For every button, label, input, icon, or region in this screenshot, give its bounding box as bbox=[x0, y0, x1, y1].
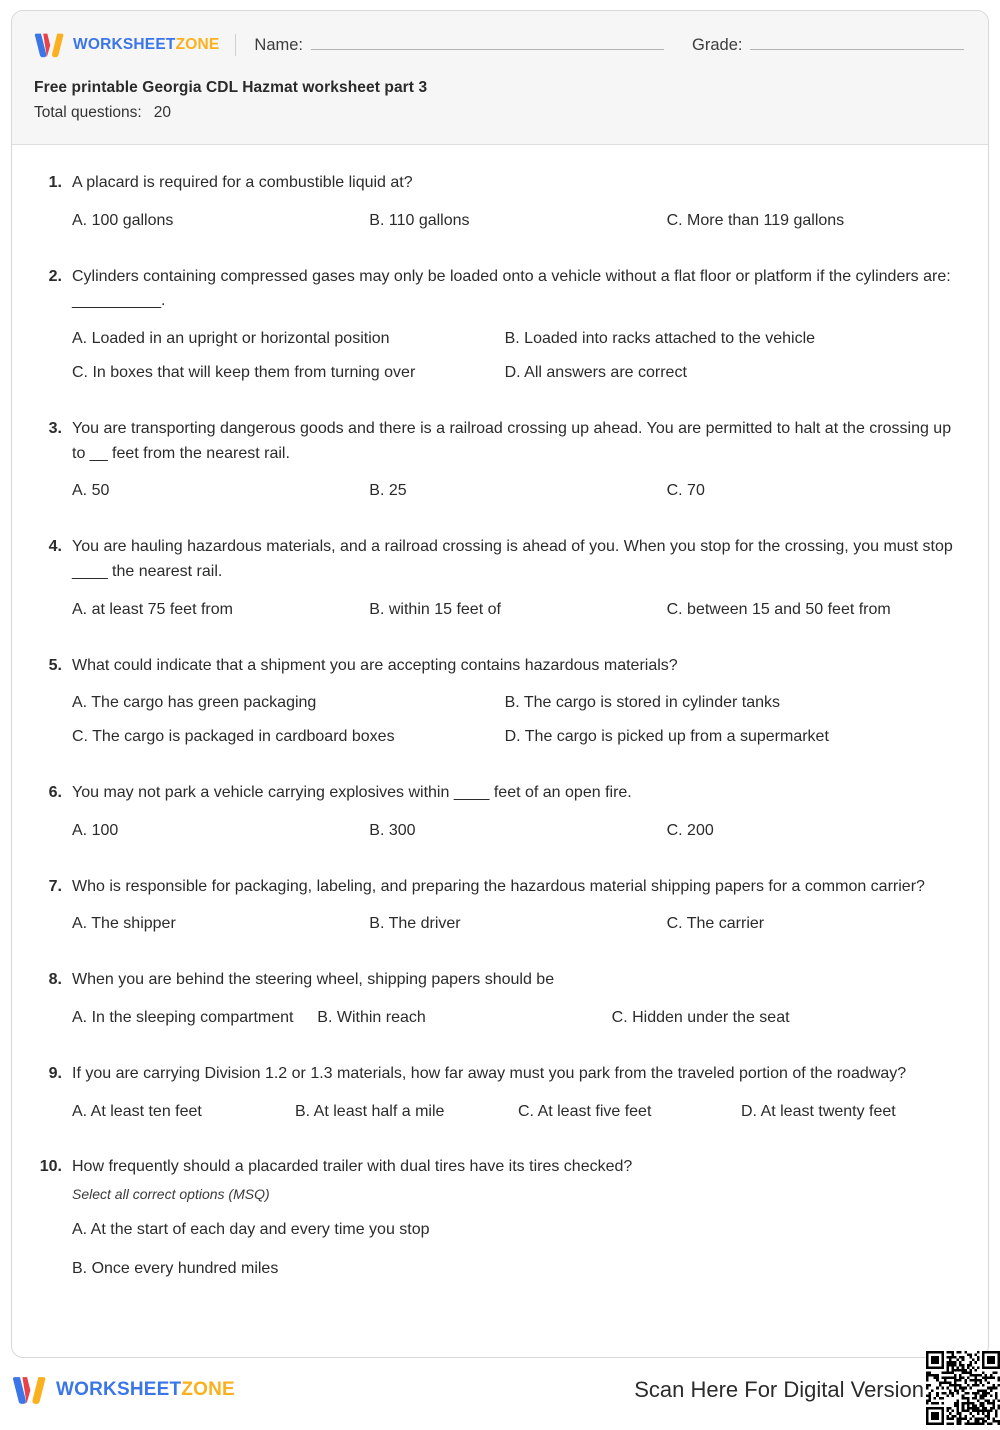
answer-options bbox=[70, 209, 964, 243]
answer-options bbox=[70, 1218, 964, 1282]
question-item bbox=[36, 535, 964, 631]
question-number: 6. bbox=[48, 783, 62, 801]
question-body bbox=[70, 781, 964, 853]
answer-option[interactable]: B. The cargo is stored in cylinder tanks bbox=[504, 694, 780, 712]
answer-option[interactable]: C. Hidden under the seat bbox=[611, 1008, 790, 1026]
question-item bbox=[36, 417, 964, 513]
answer-option[interactable]: A. 100 bbox=[72, 821, 119, 839]
footer-brand-name-part2: ZONE bbox=[181, 1379, 235, 1400]
question-text: Who is responsible for packaging, labeling, and preparing the hazardous material shipping papers for a common carrier? bbox=[72, 877, 925, 895]
answer-option[interactable]: D. The cargo is picked up from a supermarket bbox=[504, 728, 829, 746]
worksheet-header bbox=[12, 11, 988, 145]
name-field-label: Name: bbox=[254, 35, 304, 54]
question-number: 5. bbox=[48, 656, 62, 674]
brand-logo bbox=[34, 32, 219, 58]
question-text: When you are behind the steering wheel, shipping papers should be bbox=[72, 971, 555, 989]
answer-option[interactable]: B. 25 bbox=[369, 482, 407, 500]
answer-option[interactable]: A. The shipper bbox=[72, 915, 176, 933]
answer-option[interactable]: C. 70 bbox=[666, 482, 705, 500]
answer-options bbox=[70, 479, 964, 513]
question-number: 10. bbox=[39, 1158, 62, 1176]
answer-option[interactable]: C. The carrier bbox=[666, 915, 765, 933]
answer-option[interactable]: C. 200 bbox=[666, 821, 714, 839]
name-input-line[interactable] bbox=[311, 36, 664, 50]
answer-options bbox=[70, 691, 964, 759]
brand-wordmark bbox=[73, 36, 219, 54]
question-body bbox=[70, 535, 964, 631]
scan-label: Scan Here For Digital Version bbox=[634, 1377, 924, 1402]
question-item bbox=[36, 171, 964, 243]
answer-option[interactable]: B. Within reach bbox=[317, 1008, 426, 1026]
question-item bbox=[36, 1062, 964, 1134]
question-number: 3. bbox=[48, 419, 62, 437]
answer-option[interactable]: C. The cargo is packaged in cardboard boxes bbox=[72, 728, 395, 746]
brand-name-part2: ZONE bbox=[175, 36, 220, 53]
answer-options bbox=[70, 912, 964, 946]
question-body bbox=[70, 265, 964, 395]
answer-options bbox=[70, 819, 964, 853]
answer-option[interactable]: D. All answers are correct bbox=[504, 363, 687, 381]
question-text: You are transporting dangerous goods and there is a railroad crossing up ahead. You are permitted to halt at the crossing up to __ feet from the nearest rail. bbox=[72, 419, 952, 462]
question-text: A placard is required for a combustible liquid at? bbox=[72, 174, 413, 191]
answer-options bbox=[70, 327, 964, 395]
question-body bbox=[70, 968, 964, 1040]
question-number: 4. bbox=[48, 538, 62, 556]
worksheet-card bbox=[11, 10, 989, 1358]
answer-option[interactable]: A. At the start of each day and every time you stop bbox=[72, 1221, 430, 1239]
answer-option[interactable]: A. In the sleeping compartment bbox=[72, 1008, 294, 1026]
total-questions-label: Total questions: bbox=[34, 104, 142, 122]
total-questions-value: 20 bbox=[153, 104, 171, 122]
answer-option[interactable]: B. The driver bbox=[369, 915, 461, 933]
answer-option[interactable]: C. between 15 and 50 feet from bbox=[666, 600, 891, 618]
question-body bbox=[70, 875, 964, 947]
question-number: 9. bbox=[48, 1064, 62, 1082]
question-number: 8. bbox=[48, 971, 62, 989]
answer-option[interactable]: A. 100 gallons bbox=[72, 211, 174, 229]
question-body bbox=[70, 1155, 964, 1281]
question-number: 7. bbox=[48, 877, 62, 895]
worksheetzone-w-logo-icon bbox=[12, 1375, 46, 1405]
answer-option[interactable]: B. Loaded into racks attached to the vehicle bbox=[504, 330, 816, 348]
scan-section bbox=[634, 1353, 1000, 1427]
footer-brand-logo bbox=[12, 1375, 235, 1405]
question-body bbox=[70, 1062, 964, 1134]
answer-option[interactable]: A. Loaded in an upright or horizontal position bbox=[72, 330, 390, 348]
question-number: 2. bbox=[48, 267, 62, 285]
question-body bbox=[70, 171, 964, 243]
answer-option[interactable]: A. At least ten feet bbox=[72, 1102, 202, 1120]
question-text: If you are carrying Division 1.2 or 1.3 materials, how far away must you park from the traveled portion of the roadway? bbox=[72, 1064, 907, 1082]
footer-brand-name-part1: WORKSHEET bbox=[56, 1379, 182, 1400]
question-text: You may not park a vehicle carrying explosives within ____ feet of an open fire. bbox=[72, 783, 632, 801]
answer-option[interactable]: B. Once every hundred miles bbox=[72, 1259, 279, 1277]
answer-option[interactable]: B. 110 gallons bbox=[369, 211, 470, 229]
student-fields bbox=[254, 36, 966, 55]
question-text: Cylinders containing compressed gases may only be loaded onto a vehicle without a flat floor or platform if the cylinders are: __________. bbox=[72, 267, 951, 310]
question-number: 1. bbox=[48, 174, 62, 191]
header-meta bbox=[12, 59, 988, 125]
question-body bbox=[70, 417, 964, 513]
answer-option[interactable]: C. At least five feet bbox=[518, 1102, 652, 1120]
answer-option[interactable]: D. At least twenty feet bbox=[741, 1102, 896, 1120]
question-text: You are hauling hazardous materials, and a railroad crossing is ahead of you. When you stop for the crossing, you must stop ____ the nearest rail. bbox=[72, 538, 953, 580]
question-body bbox=[70, 654, 964, 759]
grade-input-line[interactable] bbox=[750, 36, 964, 50]
question-text: How frequently should a placarded trailer with dual tires have its tires checked? bbox=[72, 1158, 633, 1176]
answer-option[interactable]: B. 300 bbox=[369, 821, 416, 839]
answer-option[interactable]: A. at least 75 feet from bbox=[72, 600, 233, 618]
answer-option[interactable]: A. The cargo has green packaging bbox=[72, 694, 317, 712]
header-divider bbox=[235, 34, 236, 56]
worksheet-title: Free printable Georgia CDL Hazmat worksheet part 3 bbox=[34, 79, 428, 96]
question-item bbox=[36, 1155, 964, 1281]
answer-option[interactable]: B. At least half a mile bbox=[295, 1102, 445, 1120]
footer-brand-wordmark bbox=[56, 1379, 235, 1401]
total-questions-row bbox=[34, 101, 966, 124]
answer-options bbox=[70, 598, 964, 632]
question-text: What could indicate that a shipment you are accepting contains hazardous materials? bbox=[72, 656, 678, 674]
brand-name-part1: WORKSHEET bbox=[73, 36, 176, 53]
question-item bbox=[36, 654, 964, 759]
worksheet-footer bbox=[0, 1366, 1000, 1414]
worksheetzone-w-logo-icon bbox=[34, 32, 64, 58]
answer-option[interactable]: B. within 15 feet of bbox=[369, 600, 501, 618]
answer-option[interactable]: C. In boxes that will keep them from turning over bbox=[72, 363, 416, 381]
question-item bbox=[36, 968, 964, 1040]
answer-option[interactable]: C. More than 119 gallons bbox=[666, 211, 845, 229]
answer-option[interactable]: A. 50 bbox=[72, 482, 110, 500]
grade-field-label: Grade: bbox=[692, 35, 743, 54]
header-top-row bbox=[12, 11, 988, 59]
question-item bbox=[36, 781, 964, 853]
answer-options bbox=[70, 1006, 964, 1040]
question-item bbox=[36, 875, 964, 947]
question-item bbox=[36, 265, 964, 395]
answer-options bbox=[70, 1100, 964, 1134]
questions-list bbox=[12, 145, 988, 1282]
question-hint: Select all correct options (MSQ) bbox=[72, 1186, 270, 1203]
